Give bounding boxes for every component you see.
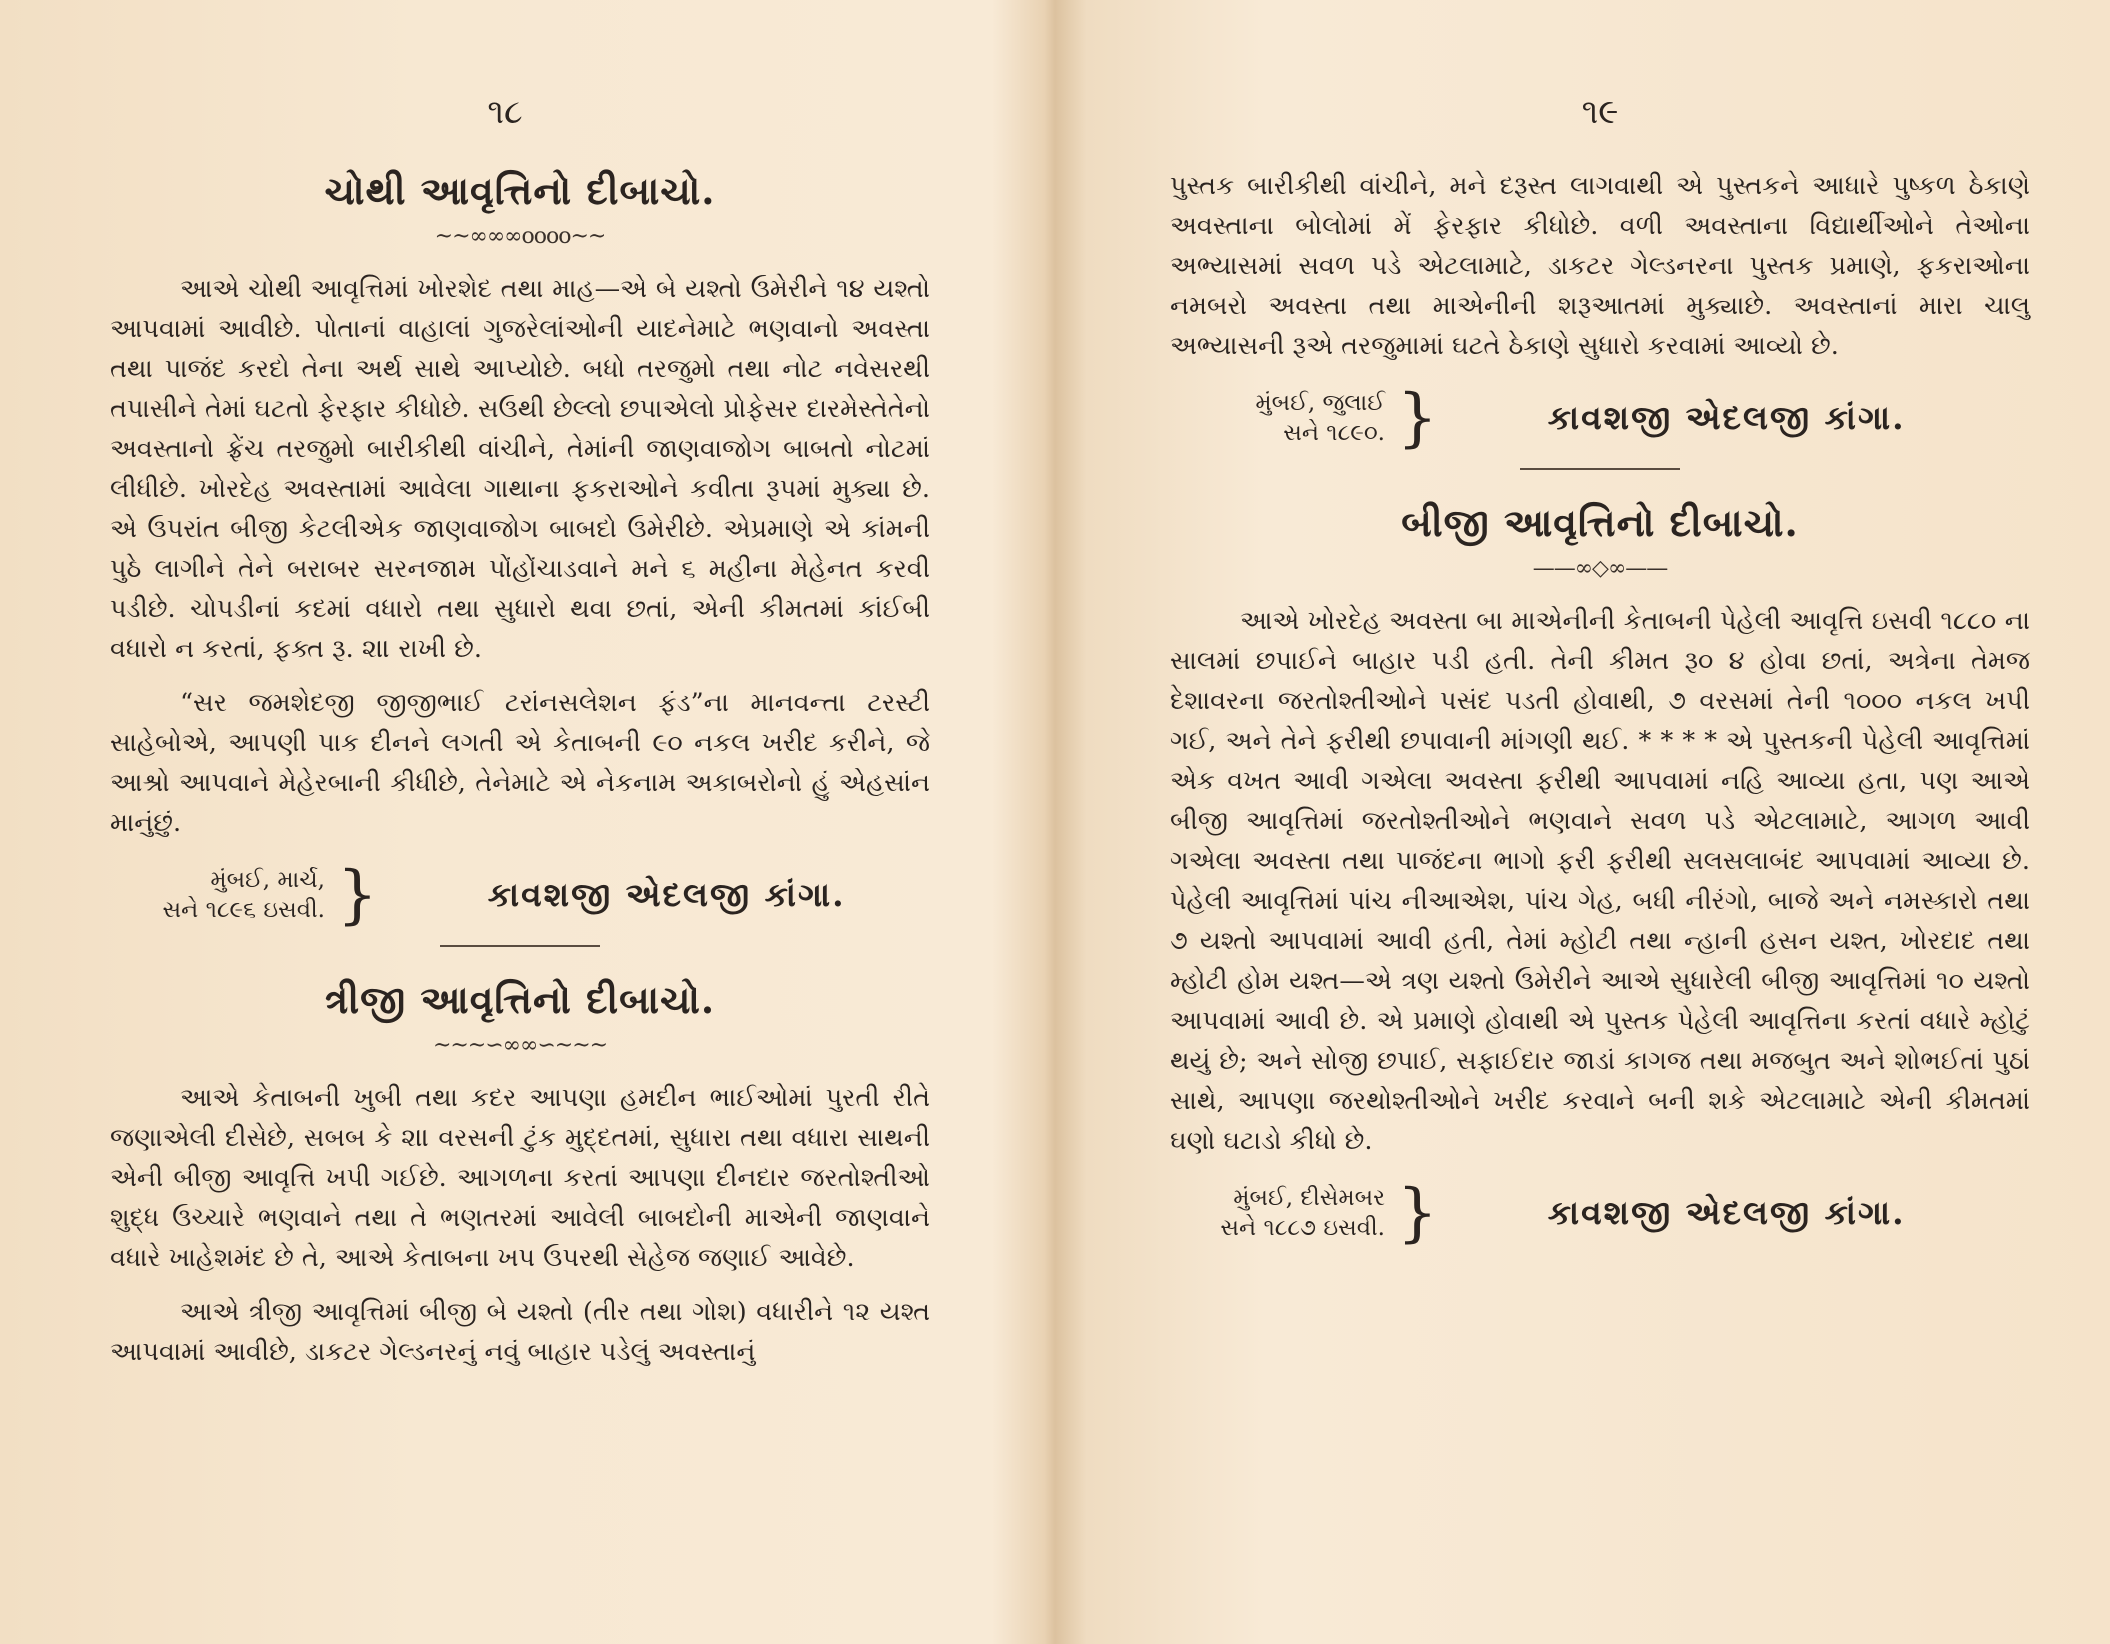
place-line: મુંબઈ, જુલાઈ — [1255, 390, 1385, 416]
divider-rule — [1520, 468, 1680, 470]
paragraph: “સર જમશેદજી જીજીભાઈ ટરાંનસલેશન ફંડ”ના માનવન્તા ટરસ્ટી સાહેબોએ, આપણી પાક દીનને લગતી એ કેતાબની ૯૦ નકલ ખરીદ કરીને, જે આશ્રો આપવાને મેહેરબાની કીધીછે, તેનેમાટે એ નેકનામ અકાબરોનો હું એહસાંન માનુંછું. — [110, 688, 930, 838]
left-page — [0, 0, 1050, 1644]
place-date — [1170, 1183, 1385, 1243]
page-number: ૧૯ — [1581, 92, 1619, 132]
signature-block — [1170, 381, 2030, 455]
date-line: સને ૧૮૯૦. — [1283, 420, 1385, 446]
author-name: કાવશજી એદલજી કાંગા. — [487, 875, 846, 914]
ornament-divider: ~~∞∞∞oooo~~ — [434, 224, 606, 249]
date-line: સને ૧૮૮૭ ઇસવી. — [1220, 1215, 1385, 1241]
author-name: કાવશજી એદલજી કાંગા. — [1547, 1193, 1906, 1232]
brace: } — [337, 858, 378, 932]
place-date — [1170, 388, 1385, 448]
paragraph: આએ ત્રીજી આવૃત્તિમાં બીજી બે યશ્તો (તીર તથા ગોશ) વધારીને ૧૨ યશ્ત આપવામાં આવીછે, ડાકટર ગેલ્ડનરનું નવું બાહાર પડેલું અવસ્તાનું — [110, 1297, 930, 1367]
page-number: ૧૮ — [487, 92, 523, 132]
section-heading: ત્રીજી આવૃત્તિનો દીબાચો. — [324, 977, 716, 1022]
author-name: કાવશજી એદલજી કાંગા. — [1547, 398, 1906, 437]
paragraph: આએ ખોરદેહ અવસ્તા બા માએનીની કેતાબની પેહેલી આવૃત્તિ ઇસવી ૧૮૮૦ ના સાલમાં છપાઈને બાહાર પડી હતી. તેની કીમત રૂ૦ ૪ હોવા છતાં, અત્રેના તેમજ દેશાવરના જરતોશ્તીઓને પસંદ પડતી હોવાથી, ૭ વરસમાં તેની ૧૦૦૦ નકલ ખપી ગઈ, અને તેને ફરીથી છપાવાની માંગણી થઈ. * * * * એ પુસ્તકની પેહેલી આવૃત્તિમાં એક વખત આવી ગએલા અવસ્તા ફરીથી આપવામાં નહિ આવ્યા હતા, પણ આએ બીજી આવૃત્તિમાં જરતોશ્તીઓને ભણવાને સવળ પડે એટલામાટે, આગળ આવી ગએલા અવસ્તા તથા પાજંદના ભાગો ફરી ફરીથી સલસલાબંદ આપવામાં આવ્યા છે. પેહેલી આવૃત્તિમાં પાંચ નીઆએશ, પાંચ ગેહ, બધી નીરંગો, બાજે અને નમસ્કારો તથા ૭ યશ્તો આપવામાં આવી હતી, તેમાં મ્હોટી તથા ન્હાની હસન યશ્ત, ખોરદાદ તથા મ્હોટી હોમ યશ્ત—એ ત્રણ યશ્તો ઉમેરીને આએ સુધારેલી બીજી આવૃત્તિમાં ૧૦ યશ્તો આપવામાં આવી છે. એ પ્રમાણે હોવાથી એ પુસ્તક પેહેલી આવૃત્તિના કરતાં વધારે મ્હોટું થયું છે; અને સોજી છપાઈ, સફાઈદાર જાડાં કાગજ તથા મજબુત અને શોભઈતાં પુઠાં સાથે, આપણા જરથોશ્તીઓને ખરીદ કરવાને બની શકે એટલામાટે એની કીમતમાં ઘણો ઘટાડો કીધો છે. — [1170, 606, 2030, 1156]
place-line: મુંબઈ, માર્ચ, — [210, 867, 325, 893]
right-page — [1060, 0, 2110, 1644]
section-heading: બીજી આવૃત્તિનો દીબાચો. — [1401, 500, 1799, 545]
brace: } — [1397, 381, 1438, 455]
place-line: મુંબઈ, દીસેમબર — [1233, 1185, 1385, 1211]
ornament-divider: ——∞◇∞—— — [1532, 556, 1668, 581]
section-heading: ચોથી આવૃત્તિનો દીબાચો. — [324, 168, 716, 213]
brace: } — [1397, 1176, 1438, 1250]
date-line: સને ૧૮૯૬ ઇસવી. — [162, 897, 325, 923]
paragraph: પુસ્તક બારીકીથી વાંચીને, મને દરૂસ્ત લાગવાથી એ પુસ્તકને આધારે પુષ્કળ ઠેકાણે અવસ્તાના બોલોમાં મેં ફેરફાર કીધોછે. વળી અવસ્તાના વિદ્યાર્થીઓને તેઓના અભ્યાસમાં સવળ પડે એટલામાટે, ડાકટર ગેલ્ડનરના પુસ્તક પ્રમાણે, ફકરાઓના નમબરો અવસ્તા તથા માએનીની શરૂઆતમાં મુક્યાછે. અવસ્તાનાં મારા ચાલુ અભ્યાસની રૂએ તરજુમામાં ઘટતે ઠેકાણે સુધારો કરવામાં આવ્યો છે. — [1170, 171, 2030, 361]
signature-block — [1170, 1176, 2030, 1250]
divider-rule — [440, 945, 600, 947]
place-date — [110, 865, 325, 925]
paragraph: આએ કેતાબની ખુબી તથા કદર આપણા હમદીન ભાઈઓમાં પુરતી રીતે જણાએલી દીસેછે, સબબ કે ૨॥ વરસની ટુંક મુદ્દતમાં, સુધારા તથા વધારા સાથની એની બીજી આવૃત્તિ ખપી ગઈછે. આગળના કરતાં આપણા દીનદાર જરતોશ્તીઓ શુદ્ધ ઉચ્ચારે ભણવાને તથા તે ભણતરમાં આવેલી બાબદોની માએની જાણવાને વધારે ખાહેશમંદ છે તે, આએ કેતાબના ખપ ઉપરથી સેહેજ જણાઈ આવેછે. — [110, 1083, 930, 1273]
paragraph: આએ ચોથી આવૃત્તિમાં ખોરશેદ તથા માહ—એ બે યશ્તો ઉમેરીને ૧૪ યશ્તો આપવામાં આવીછે. પોતાનાં વાહાલાં ગુજરેલાંઓની યાદનેમાટે ભણવાનો અવસ્તા તથા પાજંદ કરદો તેના અર્થ સાથે આપ્યોછે. બધો તરજુમો તથા નોટ નવેસરથી તપાસીને તેમાં ઘટતો ફેરફાર કીધોછે. સઉથી છેલ્લો છપાએલો પ્રોફેસર દારમેસ્તેતેનો અવસ્તાનો ફ્રેંચ તરજુમો બારીકીથી વાંચીને, તેમાંની જાણવાજોગ બાબતો નોટમાં લીધીછે. ખોરદેહ અવસ્તામાં આવેલા ગાથાના ફકરાઓને કવીતા રૂપમાં મુક્યા છે. એ ઉપરાંત બીજી કેટલીએક જાણવાજોગ બાબદો ઉમેરીછે. એપ્રમાણે એ કાંમની પુઠે લાગીને તેને બરાબર સરનજામ પોંહોંચાડવાને મને ૬ મહીના મેહેનત કરવી પડીછે. ચોપડીનાં કદમાં વધારો તથા સુધારો થવા છતાં, એની કીમતમાં કાંઈબી વધારો ન કરતાં, ફક્ત રૂ. ૨॥ રાખી છે. — [110, 274, 930, 664]
ornament-divider: ~~~∽∞∞∽~~~ — [432, 1033, 608, 1058]
signature-block — [110, 858, 930, 932]
